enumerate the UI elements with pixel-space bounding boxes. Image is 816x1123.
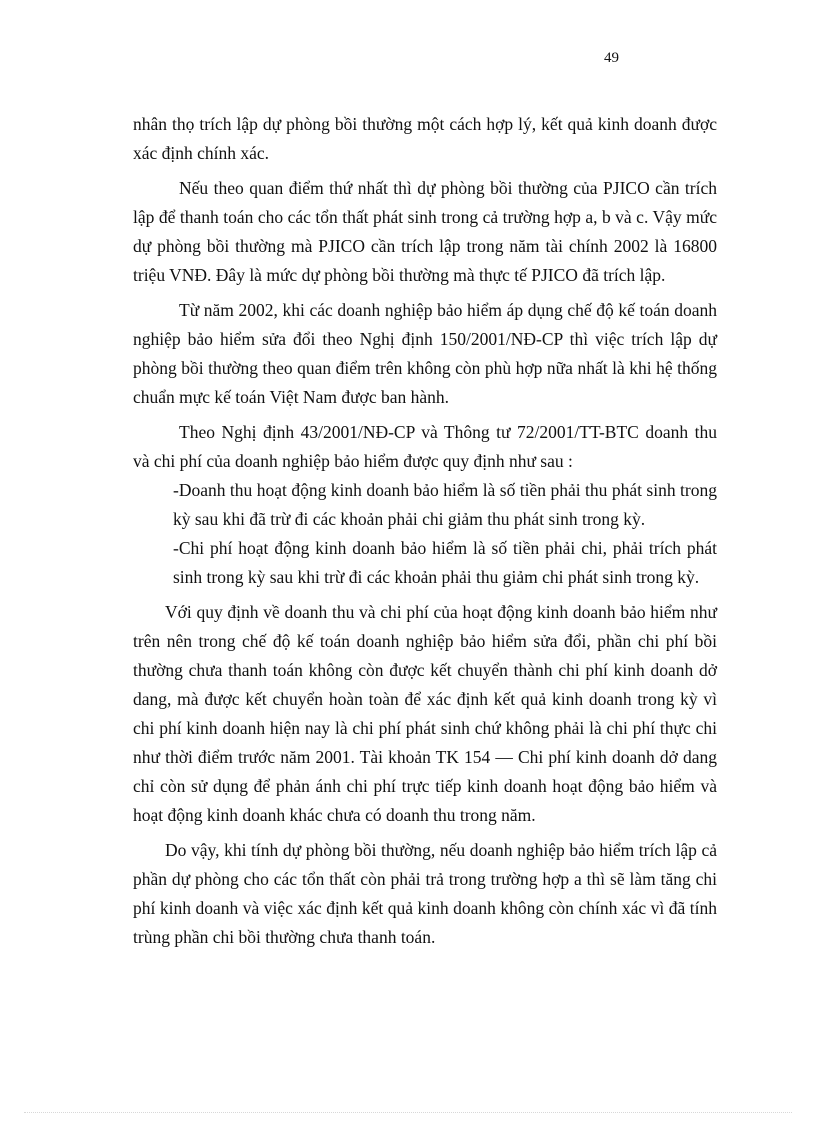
page-bottom-divider bbox=[24, 1112, 792, 1113]
paragraph-decree-43: Theo Nghị định 43/2001/NĐ-CP và Thông tư 72/2001/TT-BTC doanh thu và chi phí của doanh nghiệp bảo hiểm được quy định như sau : bbox=[133, 422, 717, 471]
document-body bbox=[133, 110, 717, 952]
paragraph-conclusion: Do vậy, khi tính dự phòng bồi thường, nếu doanh nghiệp bảo hiểm trích lập cả phần dự phòng cho các tổn thất còn phải trả trong trường hợp a thì sẽ làm tăng chi phí kinh doanh và việc xác định kết quả kinh doanh không còn chính xác vì đã tính trùng phần chi bồi thường chưa thanh toán. bbox=[133, 840, 717, 947]
paragraph-continuation: nhân thọ trích lập dự phòng bồi thường một cách hợp lý, kết quả kinh doanh được xác định chính xác. bbox=[133, 114, 717, 163]
paragraph-regulation: Với quy định về doanh thu và chi phí của hoạt động kinh doanh bảo hiểm như trên nên trong chế độ kế toán doanh nghiệp bảo hiểm sửa đổi, phần chi phí bồi thường chưa thanh toán không còn được kết chuyển thành chi phí kinh doanh dở dang, mà được kết chuyển hoàn toàn để xác định kết quả kinh doanh trong kỳ vì chi phí kinh doanh hiện nay là chi phí phát sinh chứ không phải là chi phí thực chi như thời điểm trước năm 2001. Tài khoản TK 154 — Chi phí kinh doanh dở dang chỉ còn sử dụng để phản ánh chi phí trực tiếp kinh doanh hoạt động bảo hiểm và hoạt động kinh doanh khác chưa có doanh thu trong năm. bbox=[133, 602, 717, 825]
paragraph-first-viewpoint: Nếu theo quan điểm thứ nhất thì dự phòng bồi thường của PJICO cần trích lập để thanh toán cho các tổn thất phát sinh trong cả trường hợp a, b và c. Vậy mức dự phòng bồi thường mà PJICO cần trích lập trong năm tài chính 2002 là 16800 triệu VNĐ. Đây là mức dự phòng bồi thường mà thực tế PJICO đã trích lập. bbox=[133, 178, 717, 285]
list-item-expense: -Chi phí hoạt động kinh doanh bảo hiểm là số tiền phải chi, phải trích phát sinh trong kỳ sau khi trừ đi các khoản phải thu giảm chi phát sinh trong kỳ. bbox=[173, 538, 717, 587]
paragraph-from-2002: Từ năm 2002, khi các doanh nghiệp bảo hiểm áp dụng chế độ kế toán doanh nghiệp bảo hiểm sửa đổi theo Nghị định 150/2001/NĐ-CP thì việc trích lập dự phòng bồi thường theo quan điểm trên không còn phù hợp nữa nhất là khi hệ thống chuẩn mực kế toán Việt Nam được ban hành. bbox=[133, 300, 717, 407]
page-number: 49 bbox=[604, 50, 619, 66]
list-item-revenue: -Doanh thu hoạt động kinh doanh bảo hiểm là số tiền phải thu phát sinh trong kỳ sau khi đã trừ đi các khoản phải chi giảm thu phát sinh trong kỳ. bbox=[173, 480, 717, 529]
